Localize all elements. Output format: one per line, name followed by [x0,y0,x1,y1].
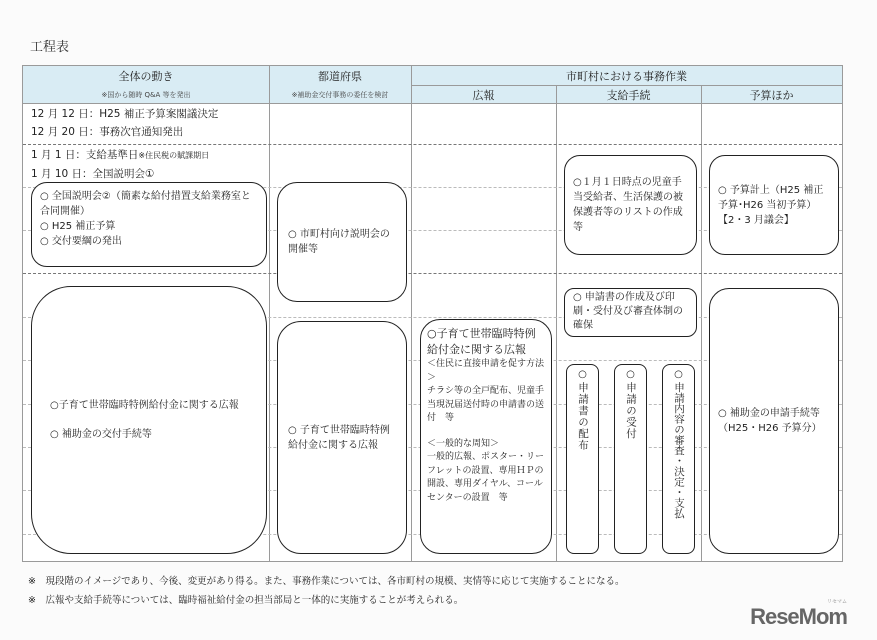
header-payment [556,86,701,104]
milestone-jan10: 1 月 10 日：全国説明会① [31,168,155,180]
header-overall-note-text: ※国から随時 Q&A 等を発出 [101,90,191,99]
budget-box-subsidy [709,288,839,554]
overall-timeline-jan [31,146,267,183]
header-pr [411,86,556,104]
payment-box-list [564,155,697,255]
guideline-item: ○ 交付要綱の発出 [40,236,122,247]
step-review-text: 申請内容の審査・決定・支払 [673,382,685,519]
footnote-2: ※ 広報や支給手続等については、臨時福祉給付金の担当部局と一体的に実施することが考えられる。 [28,595,464,606]
schedule-table [22,65,843,562]
budget-item: ○ H25 補正予算 [40,221,116,232]
pr-item: ○子育て世帯臨時特例給付金に関する広報 [50,400,239,411]
logo-text: ReseMom [750,604,847,629]
bullet-mark: ○ [626,369,635,380]
header-budget [701,86,842,104]
step-distribute-text: 申請書の配布 [577,382,589,451]
overall-timeline [31,105,267,141]
resemom-logo [750,599,847,630]
header-overall-label: 全体の動き [118,70,174,83]
pr-direct-body: チラシ等の全戸配布、児童手当現況届送付時の申請書の送付 等 [427,386,545,423]
header-prefecture-note [269,86,411,104]
budget-allocation-text: ○ 予算計上（H25 補正予算･H26 当初予算）【2・3 月議会】 [718,184,824,226]
briefing-item: ○ 全国説明会②（簡素な給付措置支給業務室と合同開催） [40,191,251,217]
pr-general-body: 一般的広報、ポスター・リーフレットの設置、専用ＨＰの開設、専用ダイヤル、コールセンターの設置 等 [427,452,545,503]
period-divider [23,144,842,145]
pr-title: ○子育て世帯臨時特例給付金に関する広報 [427,327,536,356]
payment-step-review [662,364,695,554]
col-divider [269,66,270,561]
header-municipal-group [411,66,842,86]
budget-box-allocation [709,155,839,255]
milestone-dec12: 12 月 12 日：H25 補正予算案閣議決定 [31,108,219,120]
pr-general-heading: ＜一般的な周知＞ [427,438,500,449]
payment-list-text: ○１月１日時点の児童手当受給者、生活保護の被保護者等のリストの作成等 [573,177,683,233]
header-overall-note [23,86,269,104]
subsidy-item: ○ 補助金の交付手続等 [50,429,152,440]
header-overall [23,66,269,86]
bullet-mark: ○ [674,369,683,380]
prefecture-box-pr [277,321,407,554]
milestone-dec20: 12 月 20 日：事務次官通知発出 [31,126,184,138]
header-prefecture-label: 都道府県 [318,70,362,83]
pr-direct-heading: ＜住民に直接申請を促す方法＞ [427,359,545,383]
prefecture-box-briefing [277,182,407,302]
bullet-mark: ○ [578,369,587,380]
header-payment-label: 支給手続 [606,88,651,102]
period-divider [23,273,842,274]
prefecture-pr-text: ○ 子育て世帯臨時特例給付金に関する広報 [288,424,390,451]
budget-subsidy-text: ○ 補助金の申請手続等（H25・H26 予算分） [718,408,822,434]
header-prefecture [269,66,411,86]
col-divider [411,66,412,561]
milestone-jan1-text: 1 月 1 日：支給基準日 [31,149,139,161]
prefecture-briefing-text: ○ 市町村向け説明会の開催等 [288,229,390,255]
page-title: 工程表 [30,40,70,55]
header-municipal-label: 市町村における事務作業 [566,69,687,83]
milestone-jan1 [31,146,267,165]
payment-forms-text: ○ 申請書の作成及び印刷・受付及び審査体制の確保 [573,292,683,331]
overall-box-pr [31,286,267,554]
header-budget-label: 予算ほか [749,88,794,102]
overall-box-briefing [31,182,267,267]
payment-step-receive [614,364,647,554]
milestone-jan1-note: ※住民税の賦課期日 [138,151,210,160]
logo-kana: リセマム [827,599,847,605]
step-receive-text: 申請の受付 [625,382,637,440]
footnote-1: ※ 現段階のイメージであり、今後、変更があり得る。また、事務作業については、各市町村の規模、実情等に応じて実施することになる。 [28,576,625,587]
payment-step-distribute [566,364,599,554]
payment-box-forms [564,288,697,337]
pr-box [420,319,552,554]
header-prefecture-note-text: ※補助金交付事務の委任を検討 [291,90,389,99]
header-pr-label: 広報 [472,88,495,102]
